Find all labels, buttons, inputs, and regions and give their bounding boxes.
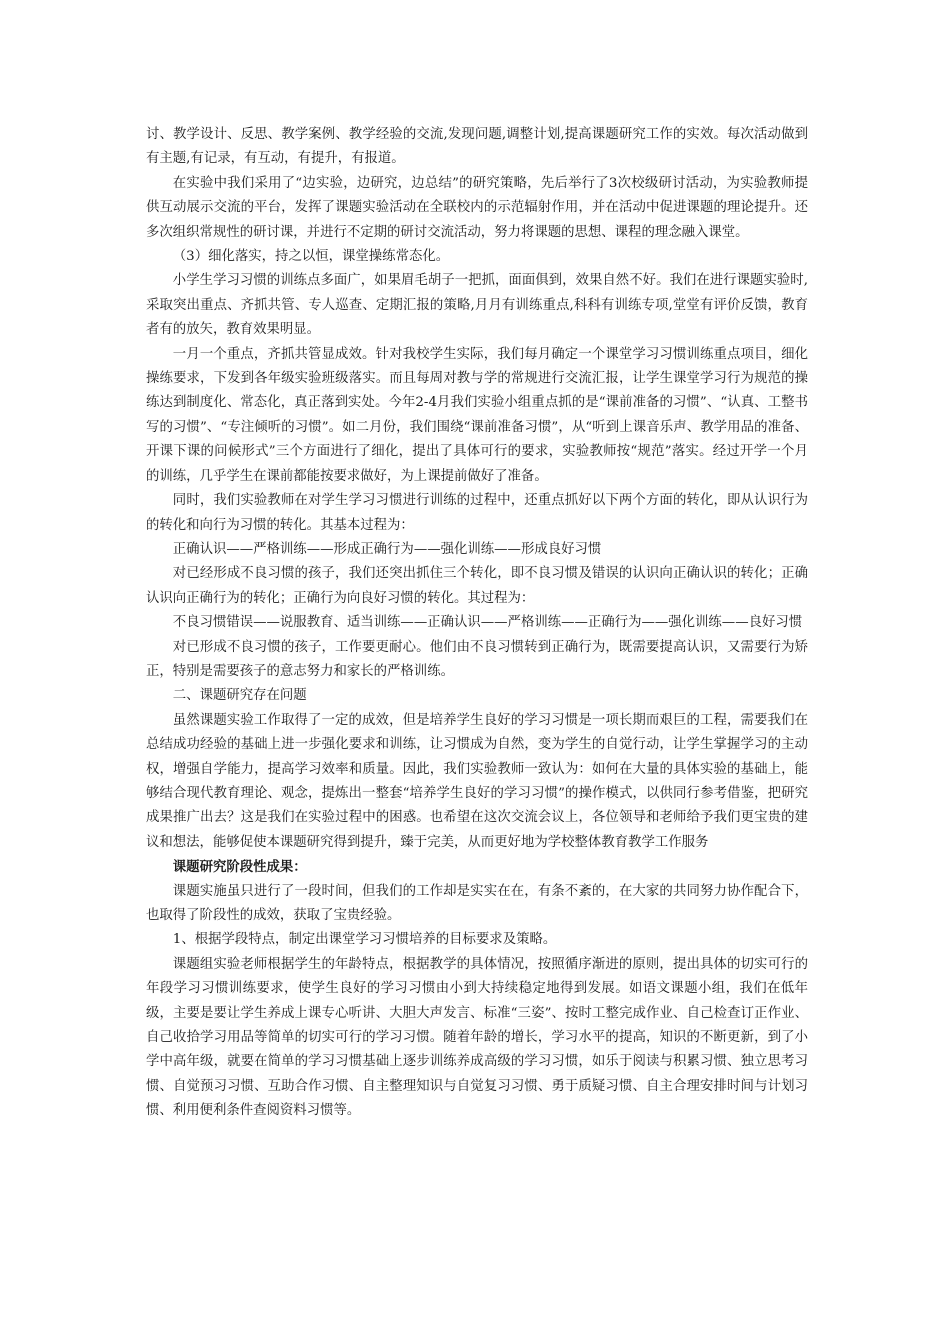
paragraph: 讨、教学设计、反思、教学案例、教学经验的交流,发现问题,调整计划,提高课题研究工作的实效。每次活动做到有主题,有记录，有互动，有提升，有报道。 (146, 127, 808, 167)
paragraph: 一月一个重点，齐抓共管显成效。针对我校学生实际，我们每月确定一个课堂学习习惯训练重点项目，细化操练要求，下发到各年级实验班级落实。而且每周对教与学的常规进行交流汇报，让学生课堂学习行为规范的操练达到制度化、常态化，真正落到实处。今年2-4月我们实验小组重点抓的是“课前准备的习惯”、“认真、工整书写的习惯”、“专注倾听的习惯”。如二月份，我们围绕“课前准备习惯”，从“听到上课音乐声、教学用品的准备、开课下课的问候形式”三个方面进行了细化，提出了具体可行的要求，实验教师按“规范”落实。经过开学一个月的训练，几乎学生在课前都能按要求做好，为上课提前做好了准备。 (146, 346, 808, 484)
paragraph: （3）细化落实，持之以恒，课堂操练常态化。 (172, 249, 450, 265)
paragraph: 对已形成不良习惯的孩子，工作要更耐心。他们由不良习惯转到正确行为，既需要提高认识，又需要行为矫正，特别是需要孩子的意志努力和家长的严格训练。 (146, 639, 808, 679)
paragraph: 不良习惯错误——说服教育、适当训练——正确认识——严格训练——正确行为——强化训练——良好习惯 (172, 615, 803, 631)
paragraph: 同时，我们实验教师在对学生学习习惯进行训练的过程中，还重点抓好以下两个方面的转化，即从认识行为的转化和向行为习惯的转化。其基本过程为： (146, 493, 808, 533)
section-heading: 二、课题研究存在问题 (172, 688, 307, 704)
subsection-heading: 1、根据学段特点，制定出课堂学习习惯培养的目标要求及策略。 (172, 932, 557, 948)
paragraph: 虽然课题实验工作取得了一定的成效，但是培养学生良好的学习习惯是一项长期而艰巨的工程，需要我们在总结成功经验的基础上进一步强化要求和训练，让习惯成为自然，变为学生的自觉行动，让学生掌握学习的主动权，增强自学能力，提高学习效率和质量。因此，我们实验教师一致认为：如何在大量的具体实验的基础上，能够结合现代教育理论、观念，提炼出一整套“培养学生良好的学习习惯”的操作模式，以供同行参考借鉴，把研究成果推广出去？这是我们在实验过程中的困惑。也希望在这次交流会议上，各位领导和老师给予我们更宝贵的建议和想法，能够促使本课题研究得到提升，臻于完美，从而更好地为学校整体教育教学工作服务 (146, 712, 808, 850)
paragraph: 课题组实验老师根据学生的年龄特点，根据教学的具体情况，按照循序渐进的原则，提出具体的切实可行的年段学习习惯训练要求，使学生良好的学习习惯由小到大持续稳定地得到发展。如语文课题小组，我们在低年级，主要是要让学生养成上课专心听讲、大胆大声发言、标准“三姿”、按时工整完成作业、自己检查订正作业、自己收拾学习用品等简单的切实可行的学习习惯。随着年龄的增长，学习水平的提高，知识的不断更新，到了小学中高年级，就要在简单的学习习惯基础上逐步训练养成高级的学习习惯，如乐于阅读与积累习惯、独立思考习惯、自觉预习习惯、互助合作习惯、自主整理知识与自觉复习习惯、勇于质疑习惯、自主合理安排时间与计划习惯、利用便利条件查阅资料习惯等。 (146, 956, 808, 1119)
paragraph: 在实验中我们采用了“边实验，边研究，边总结”的研究策略，先后举行了3次校级研讨活动，为实验教师提供互动展示交流的平台，发挥了课题实验活动在全联校内的示范辐射作用，并在活动中促进课题的理论提升。还多次组织常规性的研讨课，并进行不定期的研讨交流活动，努力将课题的思想、课程的理念融入课堂。 (146, 175, 808, 240)
section-heading-bold: 课题研究阶段性成果： (172, 859, 307, 876)
paragraph: 正确认识——严格训练——形成正确行为——强化训练——形成良好习惯 (172, 541, 602, 557)
paragraph: 对已经形成不良习惯的孩子，我们还突出抓住三个转化，即不良习惯及错误的认识向正确认识的转化；正确认识向正确行为的转化；正确行为向良好习惯的转化。其过程为： (146, 566, 808, 606)
paragraph: 课题实施虽只进行了一段时间，但我们的工作却是实实在在，有条不紊的，在大家的共同努力协作配合下，也取得了阶段性的成效，获取了宝贵经验。 (146, 883, 808, 923)
paragraph: 小学生学习习惯的训练点多面广，如果眉毛胡子一把抓，面面俱到，效果自然不好。我们在进行课题实验时,采取突出重点、齐抓共管、专人巡查、定期汇报的策略,月月有训练重点,科科有训练专项,堂堂有评价反馈，教育者有的放矢，教育效果明显。 (146, 273, 808, 338)
document-page (146, 123, 808, 1124)
